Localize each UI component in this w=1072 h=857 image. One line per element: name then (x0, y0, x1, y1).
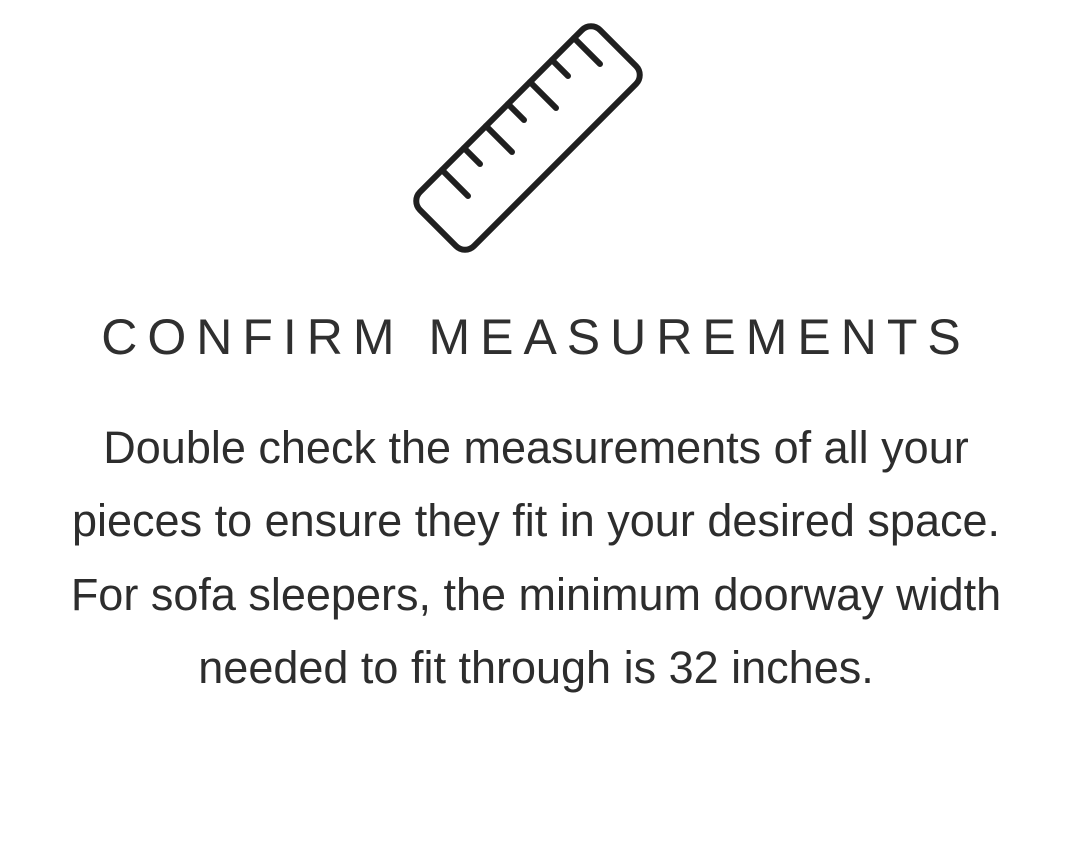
body-text: Double check the measurements of all your pieces to ensure they fit in your desired space. For sofa sleepers, the minimum doorway width needed to fit through is 32 inches. (70, 422, 1002, 694)
page-title: CONFIRM MEASUREMENTS (101, 309, 971, 365)
ruler-icon (0, 22, 1072, 282)
